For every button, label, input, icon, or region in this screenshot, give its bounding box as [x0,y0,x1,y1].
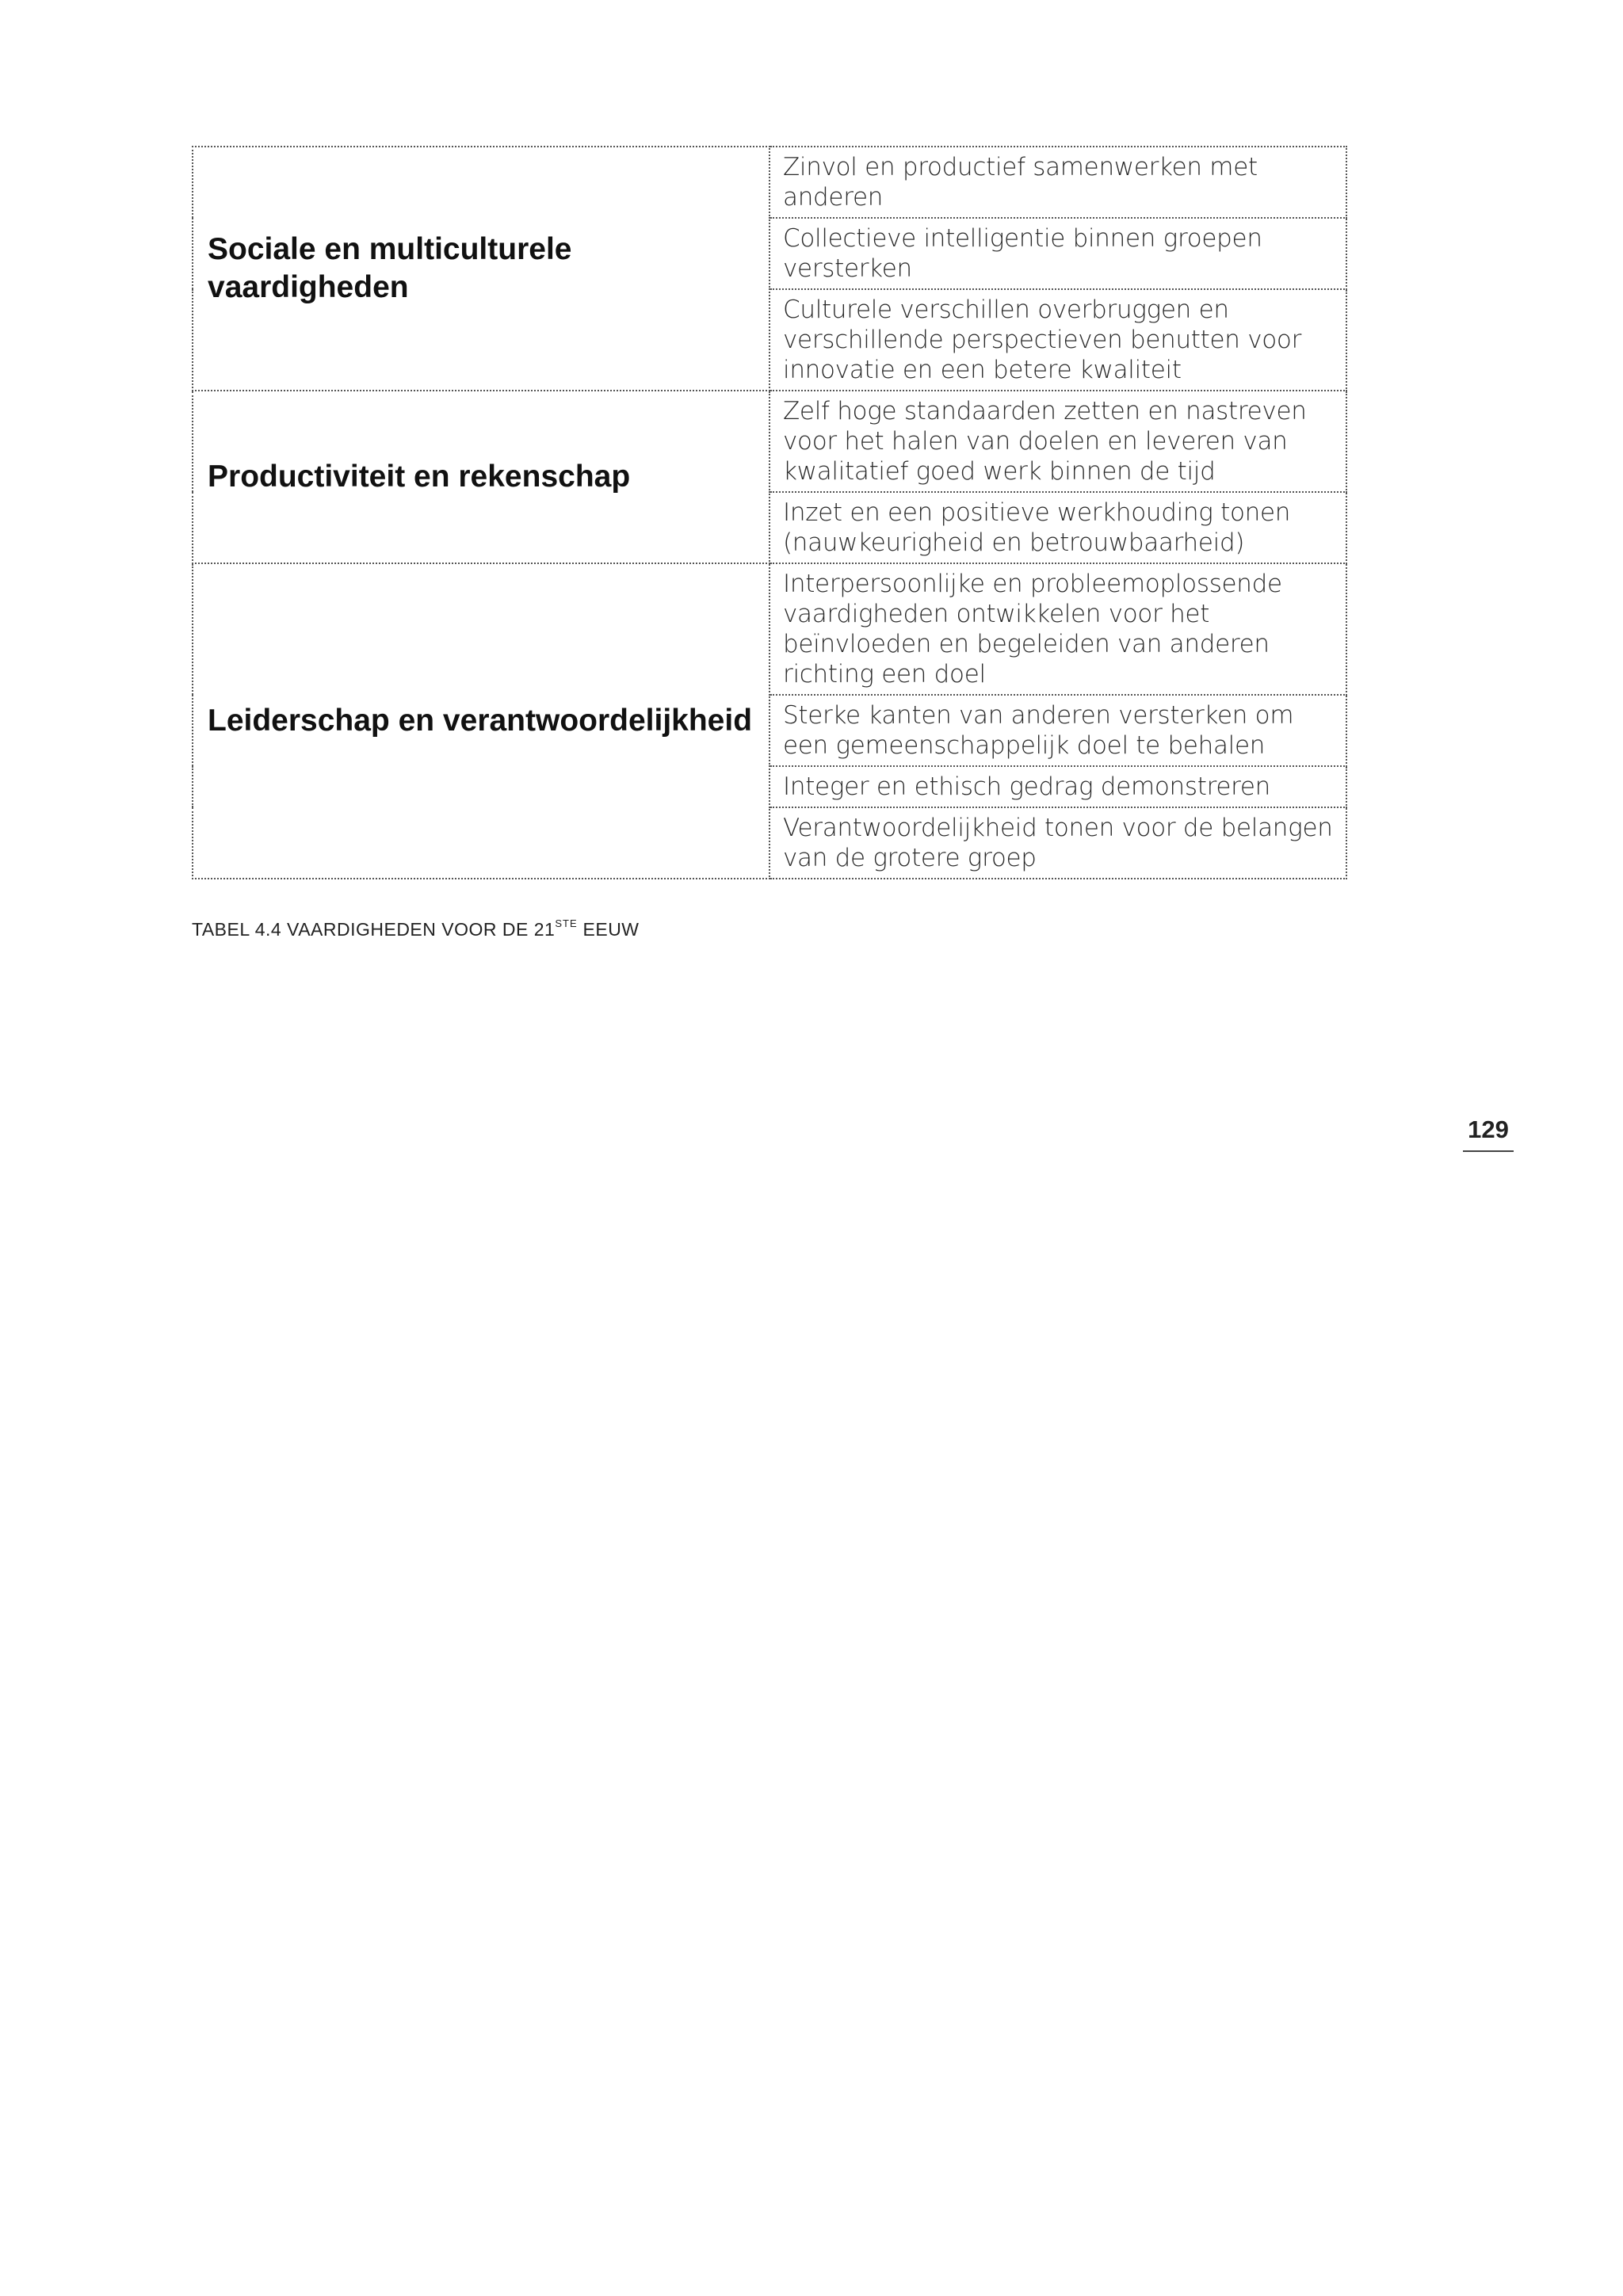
skill-description-cell: Inzet en een positieve werkhouding tonen (nauwkeurigheid en betrouwbaarheid) [769,492,1346,563]
caption-main: TABEL 4.4 VAARDIGHEDEN VOOR DE 21 [192,919,556,940]
category-cell: Sociale en multiculturele vaardigheden [193,147,769,391]
table-row [193,147,1346,218]
skill-description-cell: Zinvol en productief samenwerken met anderen [769,147,1346,218]
category-cell: Leiderschap en verantwoordelijkheid [193,563,769,879]
skill-description-cell: Culturele verschillen overbruggen en verschillende perspectieven benutten voor innovatie en een betere kwaliteit [769,289,1346,391]
skill-description-cell: Interpersoonlijke en probleemoplossende vaardigheden ontwikkelen voor het beïnvloeden en begeleiden van anderen richting een doel [769,563,1346,695]
table-row [193,391,1346,492]
category-cell: Productiviteit en rekenschap [193,391,769,563]
table-caption [192,917,640,940]
table-row [193,563,1346,695]
page-number: 129 [1463,1116,1514,1152]
skill-description-cell: Zelf hoge standaarden zetten en nastreven voor het halen van doelen en leveren van kwalitatief goed werk binnen de tijd [769,391,1346,492]
skill-description-cell: Collectieve intelligentie binnen groepen versterken [769,218,1346,289]
skill-description-cell: Sterke kanten van anderen versterken om een gemeenschappelijk doel te behalen [769,695,1346,766]
skills-table [192,146,1347,879]
caption-tail: EEUW [577,919,640,940]
caption-superscript: STE [555,917,578,929]
skill-description-cell: Integer en ethisch gedrag demonstreren [769,766,1346,807]
skill-description-cell: Verantwoordelijkheid tonen voor de belangen van de grotere groep [769,807,1346,879]
